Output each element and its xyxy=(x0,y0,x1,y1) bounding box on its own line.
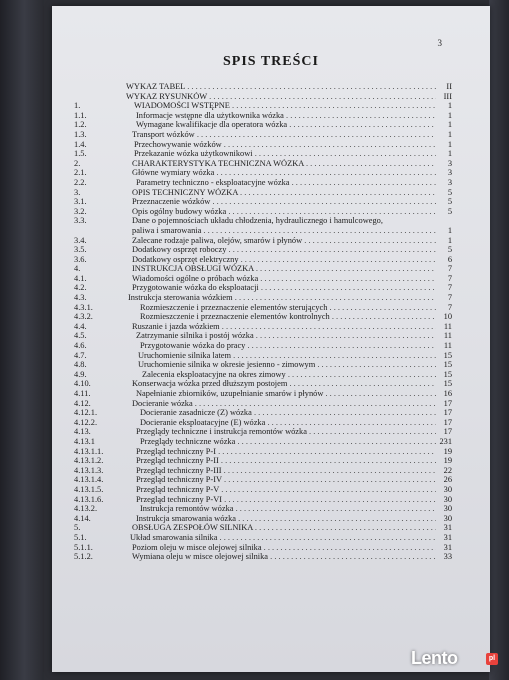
toc-entry xyxy=(74,226,452,236)
toc-entry-page: 33 xyxy=(443,552,452,562)
toc-entry-page: III xyxy=(443,91,452,101)
toc-entry-page: 7 xyxy=(447,273,452,283)
toc-entry xyxy=(74,514,452,524)
toc-entry xyxy=(74,389,452,399)
toc-entry-label: Instrukcja sterowania wózkiem . . . xyxy=(128,293,436,303)
toc-entry-page: 30 xyxy=(443,494,452,504)
toc-entry-number: 5.1.2. xyxy=(74,552,93,562)
toc-entry-label: Uruchomienie silnika latem . . . xyxy=(138,351,436,361)
toc-entry-page: 17 xyxy=(443,427,452,437)
toc-entry xyxy=(74,216,452,226)
toc-entry xyxy=(74,188,452,198)
toc-entry-number: 4.12.2. xyxy=(74,417,98,427)
toc-entry-number: 4.10. xyxy=(74,379,91,389)
toc-entry xyxy=(74,504,452,514)
toc-entry-number: 4.13.1.4. xyxy=(74,475,104,485)
toc-entry-page: 11 xyxy=(443,341,452,351)
toc-entry xyxy=(74,140,452,150)
toc-entry-label: Przegląd techniczny P-V . . . xyxy=(136,485,436,495)
toc-entry-page: 15 xyxy=(443,379,452,389)
watermark-logo: Lento xyxy=(411,648,458,668)
toc-entry-label: Napełnianie zbiorników, uzupełnianie smarów i płynów . . . xyxy=(136,389,436,399)
toc-entry-page: 1 xyxy=(447,235,452,245)
page-number: 3 xyxy=(437,38,442,48)
toc-entry-page: 17 xyxy=(443,417,452,427)
toc-entry-label: Parametry techniczno - eksploatacyjne wózka . . . xyxy=(136,178,436,188)
toc-entry xyxy=(74,331,452,341)
toc-entry-number: 4.7. xyxy=(74,350,87,360)
toc-entry-number: 4.5. xyxy=(74,331,87,341)
toc-entry-label: Przeglądy techniczne i instrukcja remontów wózka . . . xyxy=(136,427,436,437)
toc-entry-number: 1. xyxy=(74,101,81,111)
toc-entry-page: 1 xyxy=(447,139,452,149)
toc-entry-number: 2.1. xyxy=(74,168,87,178)
toc-entry-label: Przygotowanie wózka do pracy . . . xyxy=(140,341,436,351)
toc-entry xyxy=(74,120,452,130)
toc-entry-page: 7 xyxy=(447,283,452,293)
toc-entry xyxy=(74,427,452,437)
toc-entry-page: 31 xyxy=(443,532,452,542)
toc-entry-label: Zalecenia eksploatacyjne na okres zimowy . . . xyxy=(142,370,436,380)
toc-entry-label: Rozmieszczenie i przeznaczenie elementów sterujących . . . xyxy=(140,303,436,313)
toc-entry-page: II xyxy=(446,82,452,91)
toc-entry-page: 6 xyxy=(447,254,452,264)
toc-entry-label: Opis ogólny budowy wózka . . . xyxy=(132,207,436,217)
toc-entry-page: 1 xyxy=(447,101,452,111)
toc-entry-label: WYKAZ TABEL . . . xyxy=(126,82,436,92)
book-edge xyxy=(489,0,509,680)
toc-entry xyxy=(74,168,452,178)
toc-entry-page: 10 xyxy=(443,312,452,322)
toc-entry-label: Dodatkowy osprzęt roboczy . . . xyxy=(132,245,436,255)
toc-entry xyxy=(74,283,452,293)
page-title: SPIS TREŚCI xyxy=(223,54,319,69)
toc-entry-page: 5 xyxy=(447,187,452,197)
toc-entry-label: Wiadomości ogólne o próbach wózka . . . xyxy=(132,274,436,284)
toc-entry-label: Przekazanie wózka użytkownikowi . . . xyxy=(134,149,436,159)
toc-entry-number: 4.6. xyxy=(74,341,87,351)
toc-entry-page: 11 xyxy=(443,321,452,331)
toc-entry-page: 15 xyxy=(443,369,452,379)
toc-entry xyxy=(74,360,452,370)
toc-entry-number: 5.1. xyxy=(74,532,87,542)
document-page xyxy=(52,6,490,672)
toc-entry-label: Zatrzymanie silnika i postój wózka . . . xyxy=(136,331,436,341)
toc-entry-label: Przegląd techniczny P-II . . . xyxy=(136,456,436,466)
toc-entry-number: 4.3.1. xyxy=(74,302,93,312)
toc-entry-number: 3.4. xyxy=(74,235,87,245)
toc-entry-label: Przygotowanie wózka do eksploatacji . . . xyxy=(132,283,436,293)
toc-entry-page: 1 xyxy=(447,120,452,130)
toc-entry-number: 1.3. xyxy=(74,129,87,139)
toc-entry xyxy=(74,322,452,332)
toc-entry-label: Przegląd techniczny P-VI . . . xyxy=(136,495,436,505)
toc-entry-number: 4.9. xyxy=(74,369,87,379)
toc-entry-number: 1.1. xyxy=(74,110,87,120)
toc-entry-number: 4. xyxy=(74,264,81,274)
toc-entry xyxy=(74,552,452,562)
toc-entry xyxy=(74,92,452,102)
toc-entry-label: Rozmieszczenie i przeznaczenie elementów kontrolnych . . . xyxy=(140,312,436,322)
toc-entry-page: 19 xyxy=(443,446,452,456)
toc-entry-number: 3.1. xyxy=(74,197,87,207)
toc-entry xyxy=(74,495,452,505)
toc-entry xyxy=(74,437,452,447)
toc-entry-number: 1.2. xyxy=(74,120,87,130)
toc-entry-page: 1 xyxy=(447,149,452,159)
toc-entry-page: 7 xyxy=(447,302,452,312)
toc-entry-number: 4.13.2. xyxy=(74,504,98,514)
toc-entry-number: 3.3. xyxy=(74,216,87,226)
toc-entry-page: 1 xyxy=(447,225,452,235)
toc-entry-page: 30 xyxy=(443,484,452,494)
toc-entry-number: 2. xyxy=(74,158,81,168)
toc-entry-label: CHARAKTERYSTYKA TECHNICZNA WÓZKA . . . xyxy=(132,159,436,169)
toc-entry-number: 4.4. xyxy=(74,321,87,331)
toc-entry xyxy=(74,303,452,313)
toc-entry xyxy=(74,379,452,389)
toc-entry-label: Układ smarowania silnika . . . xyxy=(130,533,436,543)
toc-entry-label: OPIS TECHNICZNY WÓZKA . . . xyxy=(132,188,436,198)
toc-entry-number: 5. xyxy=(74,523,81,533)
toc-entry xyxy=(74,466,452,476)
toc-entry-number: 4.14. xyxy=(74,513,91,523)
toc-entry-label: Przeznaczenie wózków . . . xyxy=(132,197,436,207)
toc-entry-label: paliwa i smarowania . . . xyxy=(132,226,436,236)
toc-entry xyxy=(74,456,452,466)
toc-entry-number: 4.3. xyxy=(74,293,87,303)
toc-entry-page: 31 xyxy=(443,542,452,552)
toc-entry-page: 15 xyxy=(443,350,452,360)
toc-entry-label: Przegląd techniczny P-I . . . xyxy=(136,447,436,457)
toc-entry xyxy=(74,264,452,274)
table-of-contents xyxy=(74,82,452,562)
toc-entry-number: 4.13.1.6. xyxy=(74,494,104,504)
toc-entry-page: 1 xyxy=(447,110,452,120)
toc-entry-page: 5 xyxy=(447,245,452,255)
toc-entry xyxy=(74,523,452,533)
toc-entry xyxy=(74,130,452,140)
toc-entry xyxy=(74,447,452,457)
toc-entry-page: 19 xyxy=(443,456,452,466)
toc-entry-number: 4.12. xyxy=(74,398,91,408)
toc-entry-number: 4.1. xyxy=(74,273,87,283)
binder-spine xyxy=(0,0,44,680)
toc-entry-label: Przechowywanie wózków . . . xyxy=(134,140,436,150)
toc-entry-number: 4.3.2. xyxy=(74,312,93,322)
toc-entry xyxy=(74,245,452,255)
toc-entry-page: 15 xyxy=(443,360,452,370)
toc-entry-number: 1.5. xyxy=(74,149,87,159)
toc-entry-label: Informacje wstępne dla użytkownika wózka . . . xyxy=(136,111,436,121)
toc-entry-label: Główne wymiary wózka . . . xyxy=(132,168,436,178)
toc-entry-page: 30 xyxy=(443,504,452,514)
toc-entry-label: Zalecane rodzaje paliwa, olejów, smarów i płynów . . . xyxy=(132,236,436,246)
toc-entry-page: 17 xyxy=(443,398,452,408)
toc-entry-number: 4.13.1 xyxy=(74,436,95,446)
toc-entry-label: Instrukcja remontów wózka . . . xyxy=(140,504,436,514)
toc-entry xyxy=(74,236,452,246)
toc-entry-number: 4.13.1.3. xyxy=(74,465,104,475)
toc-entry xyxy=(74,351,452,361)
toc-entry-page: 1 xyxy=(447,129,452,139)
toc-entry-label: Docieranie eksploatacyjne (E) wózka . . . xyxy=(140,418,436,428)
toc-entry-number: 4.2. xyxy=(74,283,87,293)
toc-entry-label: Konserwacja wózka przed dłuższym postojem . . . xyxy=(132,379,436,389)
toc-entry-number: 3.2. xyxy=(74,206,87,216)
toc-entry xyxy=(74,82,452,92)
toc-entry-number: 4.13.1.5. xyxy=(74,484,104,494)
toc-entry xyxy=(74,274,452,284)
toc-entry-label: Poziom oleju w misce olejowej silnika . . . xyxy=(132,543,436,553)
toc-entry-number: 3.5. xyxy=(74,245,87,255)
toc-entry-label: Ruszanie i jazda wózkiem . . . xyxy=(132,322,436,332)
toc-entry xyxy=(74,178,452,188)
toc-entry xyxy=(74,197,452,207)
toc-entry-number: 4.13.1.2. xyxy=(74,456,104,466)
toc-entry-label: Przeglądy techniczne wózka . . . xyxy=(140,437,436,447)
toc-entry-label: Wymiana oleju w misce olejowej silnika . . . xyxy=(132,552,436,562)
toc-entry xyxy=(74,475,452,485)
toc-entry-page: 3 xyxy=(447,158,452,168)
toc-entry xyxy=(74,485,452,495)
toc-entry xyxy=(74,207,452,217)
toc-entry-label: Docieranie zasadnicze (Z) wózka . . . xyxy=(140,408,436,418)
toc-entry xyxy=(74,255,452,265)
toc-entry-page: 7 xyxy=(447,293,452,303)
toc-entry-label: Przegląd techniczny P-III . . . xyxy=(136,466,436,476)
toc-entry xyxy=(74,341,452,351)
toc-entry-page: 17 xyxy=(443,408,452,418)
toc-entry xyxy=(74,293,452,303)
toc-entry-page: 3 xyxy=(447,168,452,178)
toc-entry xyxy=(74,370,452,380)
toc-entry-label: WYKAZ RYSUNKÓW . . . xyxy=(126,92,436,102)
toc-entry-label: Docieranie wózka . . . xyxy=(132,399,436,409)
toc-entry xyxy=(74,312,452,322)
toc-entry-page: 30 xyxy=(443,513,452,523)
toc-entry xyxy=(74,408,452,418)
toc-entry-number: 5.1.1. xyxy=(74,542,93,552)
toc-entry-label: Uruchomienie silnika w okresie jesienno - zimowym . . . xyxy=(138,360,436,370)
toc-entry-number: 3.6. xyxy=(74,254,87,264)
toc-entry xyxy=(74,399,452,409)
toc-entry-number: 4.11. xyxy=(74,389,91,398)
toc-entry-page: 16 xyxy=(443,389,452,398)
toc-entry xyxy=(74,543,452,553)
toc-entry-number: 4.8. xyxy=(74,360,87,370)
toc-entry-page: 231 xyxy=(439,436,452,446)
watermark-badge: pl xyxy=(486,653,498,665)
toc-entry xyxy=(74,533,452,543)
toc-entry-page: 31 xyxy=(443,523,452,533)
toc-entry-page: 7 xyxy=(447,264,452,274)
toc-entry-page: 22 xyxy=(443,465,452,475)
toc-entry xyxy=(74,101,452,111)
toc-entry-label: Instrukcja smarowania wózka . . . xyxy=(136,514,436,524)
toc-entry-number: 1.4. xyxy=(74,139,87,149)
toc-entry-label: Dane o pojemnościach układu chłodzenia, hydraulicznego i hamulcowego, xyxy=(132,216,383,226)
toc-entry xyxy=(74,159,452,169)
toc-entry-label: INSTRUKCJA OBSŁUGI WÓZKA . . . xyxy=(132,264,436,274)
toc-entry-label: Przegląd techniczny P-IV . . . xyxy=(136,475,436,485)
toc-entry-number: 4.13.1.1. xyxy=(74,446,104,456)
toc-entry-page: 5 xyxy=(447,206,452,216)
toc-entry-page: 26 xyxy=(443,475,452,485)
toc-entry-label: Transport wózków . . . xyxy=(132,130,436,140)
toc-entry xyxy=(74,111,452,121)
toc-entry-number: 4.12.1. xyxy=(74,408,98,418)
toc-entry-label: OBSŁUGA ZESPOŁÓW SILNIKA . . . xyxy=(132,523,436,533)
toc-entry xyxy=(74,149,452,159)
toc-entry-number: 4.13. xyxy=(74,427,91,437)
toc-entry-label: Dodatkowy osprzęt elektryczny . . . xyxy=(132,255,436,265)
toc-entry-number: 2.2. xyxy=(74,177,87,187)
toc-entry-page: 11 xyxy=(443,331,452,341)
toc-entry-page: 3 xyxy=(447,177,452,187)
toc-entry-number: 3. xyxy=(74,187,81,197)
toc-entry-label: WIADOMOŚCI WSTĘPNE . . . xyxy=(134,101,436,111)
toc-entry-label: Wymagane kwalifikacje dla operatora wózka . . . xyxy=(136,120,436,130)
toc-entry xyxy=(74,418,452,428)
toc-entry-page: 5 xyxy=(447,197,452,207)
